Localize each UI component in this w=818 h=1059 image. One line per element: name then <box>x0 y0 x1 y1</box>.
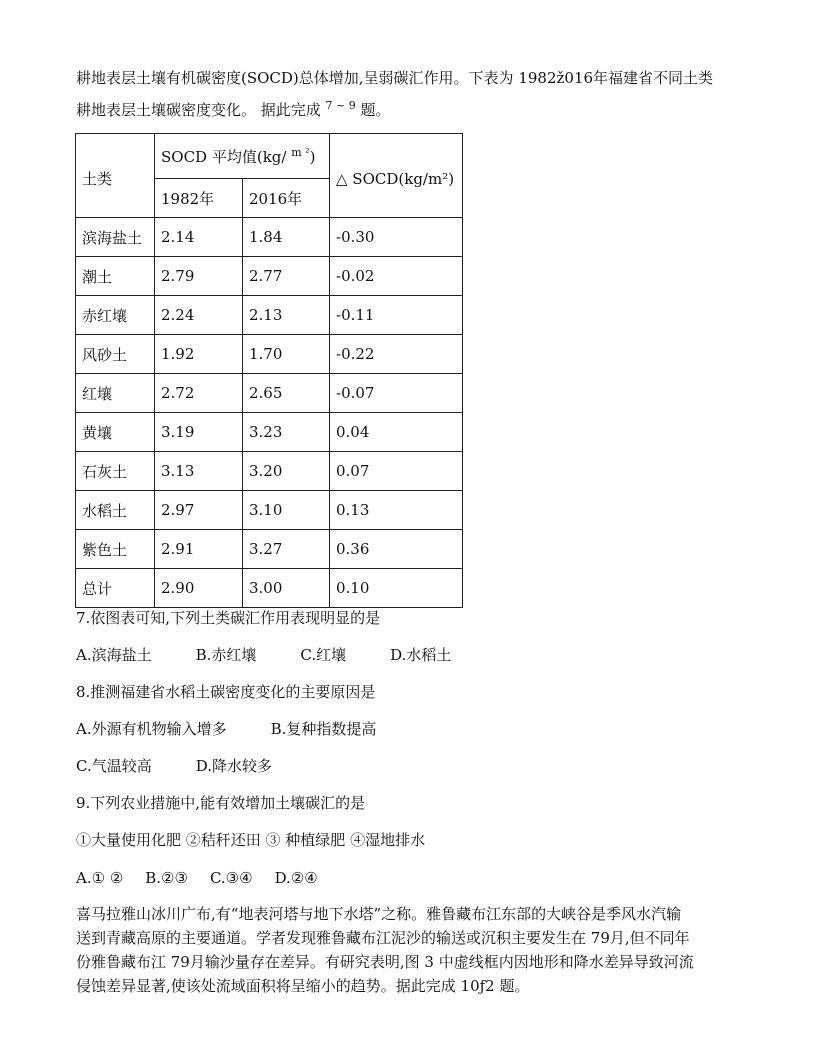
soil-cell: 石灰土 <box>76 452 155 491</box>
delta-cell: -0.02 <box>330 257 463 296</box>
delta-cell: 0.10 <box>330 569 463 608</box>
soil-cell: 水稻土 <box>76 491 155 530</box>
header-socd-average <box>155 134 330 179</box>
delta-cell: 0.36 <box>330 530 463 569</box>
header-socd-close: ) <box>309 147 316 166</box>
value-1982-cell: 2.90 <box>155 569 243 608</box>
value-2016-cell: 1.84 <box>243 218 330 257</box>
delta-cell: -0.30 <box>330 218 463 257</box>
value-1982-cell: 2.97 <box>155 491 243 530</box>
header-socd-average-text: SOCD 平均值(kg/ <box>161 147 287 166</box>
value-2016-cell: 2.65 <box>243 374 330 413</box>
table-row <box>76 530 463 569</box>
value-1982-cell: 2.91 <box>155 530 243 569</box>
question-8-options-ab <box>76 719 420 739</box>
soil-cell: 潮土 <box>76 257 155 296</box>
soil-cell: 黄壤 <box>76 413 155 452</box>
value-1982-cell: 2.24 <box>155 296 243 335</box>
q9-option-c: C.③④ <box>209 869 253 887</box>
value-2016-cell: 2.77 <box>243 257 330 296</box>
delta-cell: -0.07 <box>330 374 463 413</box>
soil-cell: 风砂土 <box>76 335 155 374</box>
header-year-1982: 1982年 <box>155 179 243 218</box>
q9-option-a: A.① ② <box>76 869 124 887</box>
question-7-stem: 7.依图表可知,下列土类碳汇作用表现明显的是 <box>76 609 381 627</box>
table-row <box>76 257 463 296</box>
soil-cell: 赤红壤 <box>76 296 155 335</box>
value-2016-cell: 3.00 <box>243 569 330 608</box>
value-2016-cell: 2.13 <box>243 296 330 335</box>
header-socd-unit: m ² <box>291 145 310 159</box>
value-1982-cell: 1.92 <box>155 335 243 374</box>
soil-cell: 滨海盐土 <box>76 218 155 257</box>
table-row <box>76 218 463 257</box>
header-soil-type: 土类 <box>76 134 155 218</box>
intro-line-1: 耕地表层土壤有机碳密度(SOCD)总体增加,呈弱碳汇作用。下表为 1982ž016年福建省不同土类 <box>76 69 714 87</box>
q7-option-d: D.水稻土 <box>390 646 452 664</box>
header-year-2016: 2016年 <box>243 179 330 218</box>
delta-cell: -0.11 <box>330 296 463 335</box>
intro-line-2-text: 耕地表层土壤碳密度变化。 据此完成 <box>76 101 326 119</box>
q8-option-a: A.外源有机物输入增多 <box>76 720 227 738</box>
q7-option-a: A.滨海盐土 <box>76 646 152 664</box>
q7-option-b: B.赤红壤 <box>195 646 257 664</box>
value-1982-cell: 2.14 <box>155 218 243 257</box>
question-7-options <box>76 645 495 665</box>
passage-line-3: 份雅鲁藏布江 79月输沙量存在差异。有研究表明,图 3 中虚线框内因地形和降水差异导致河流 <box>76 953 694 971</box>
question-9-stem: 9.下列农业措施中,能有效增加土壤碳汇的是 <box>76 794 366 812</box>
intro-line-2-end: 题。 <box>355 101 391 119</box>
q9-option-b: B.②③ <box>145 869 188 887</box>
passage-line-2: 送到青藏高原的主要通道。学者发现雅鲁藏布江泥沙的输送或沉积主要发生在 79月,但不同年 <box>76 929 690 947</box>
passage <box>76 902 756 998</box>
question-9-items: ①大量使用化肥 ②秸秆还田 ③ 种植绿肥 ④湿地排水 <box>76 831 426 849</box>
soil-cell: 总计 <box>76 569 155 608</box>
value-2016-cell: 3.23 <box>243 413 330 452</box>
value-1982-cell: 2.72 <box>155 374 243 413</box>
question-9-options <box>76 868 362 888</box>
header-socd-delta: △ SOCD(kg/m²) <box>330 134 463 218</box>
table-header-row <box>76 134 463 179</box>
value-1982-cell: 3.13 <box>155 452 243 491</box>
passage-line-4: 侵蚀差异显著,使该处流域面积将呈缩小的趋势。据此完成 10ƒ2 题。 <box>76 977 530 995</box>
delta-cell: 0.13 <box>330 491 463 530</box>
delta-cell: 0.04 <box>330 413 463 452</box>
value-2016-cell: 3.27 <box>243 530 330 569</box>
question-range: 7 ~ 9 <box>325 99 356 112</box>
table-row <box>76 491 463 530</box>
q8-option-b: B.复种指数提高 <box>270 720 377 738</box>
socd-table <box>75 133 463 608</box>
question-8-stem: 8.推测福建省水稻土碳密度变化的主要原因是 <box>76 683 376 701</box>
table-row <box>76 413 463 452</box>
value-2016-cell: 3.10 <box>243 491 330 530</box>
value-1982-cell: 2.79 <box>155 257 243 296</box>
soil-cell: 红壤 <box>76 374 155 413</box>
table-row <box>76 374 463 413</box>
delta-cell: 0.07 <box>330 452 463 491</box>
intro-line-2 <box>76 96 391 120</box>
table-row <box>76 452 463 491</box>
table-row <box>76 296 463 335</box>
delta-cell: -0.22 <box>330 335 463 374</box>
q8-option-d: D.降水较多 <box>195 757 272 775</box>
value-1982-cell: 3.19 <box>155 413 243 452</box>
table-row <box>76 569 463 608</box>
q7-option-c: C.红壤 <box>300 646 347 664</box>
question-8-options-cd <box>76 756 316 776</box>
q8-option-c: C.气温较高 <box>76 757 152 775</box>
table-row <box>76 335 463 374</box>
soil-cell: 紫色土 <box>76 530 155 569</box>
q9-option-d: D.②④ <box>274 869 318 887</box>
value-2016-cell: 3.20 <box>243 452 330 491</box>
passage-line-1: 喜马拉雅山冰川广布,有“地表河塔与地下水塔”之称。雅鲁藏布江东部的大峡谷是季风水汽输 <box>76 905 682 923</box>
value-2016-cell: 1.70 <box>243 335 330 374</box>
